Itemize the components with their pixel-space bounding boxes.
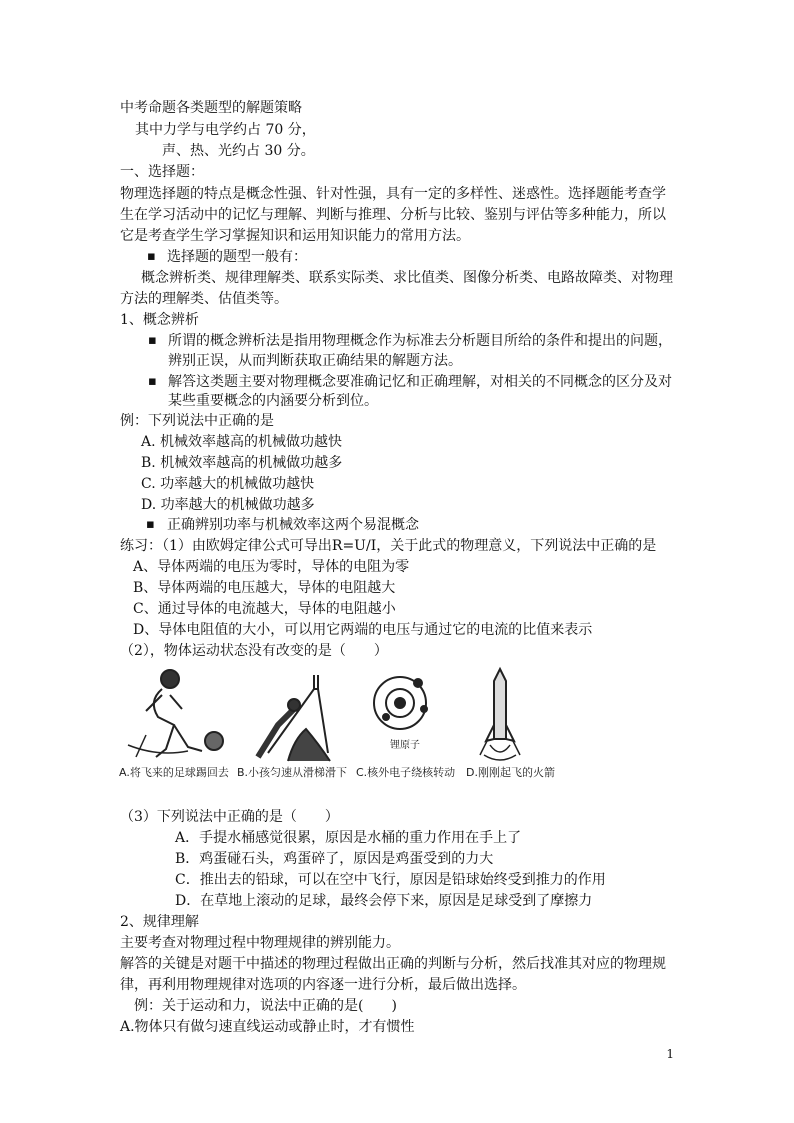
subsection-heading: 1、概念辨析 xyxy=(120,312,199,328)
bullet-text: 辨别正误，从而判断获取正确结果的解题方法。 xyxy=(168,353,462,369)
practice-option: D．在草地上滚动的足球，最终会停下来，原因是足球受到了摩擦力 xyxy=(175,893,593,909)
figure-caption-c: C.核外电子绕核转动 xyxy=(356,766,456,779)
bullet-text: 某些重要概念的内涵要分析到位。 xyxy=(168,393,378,409)
bullet-text: 选择题的题型一般有： xyxy=(167,249,307,265)
doc-title: 中考命题各类题型的解题策略 xyxy=(120,100,302,116)
bullet-text: 解答这类题主要对物理概念要准确记忆和正确理解，对相关的不同概念的区分及对 xyxy=(168,374,672,390)
example-stem: 例：关于运动和力，说法中正确的是( ) xyxy=(134,998,397,1014)
kick-ball-illustration xyxy=(128,670,223,757)
bullet-text: 所谓的概念辨析法是指用物理概念作为标准去分析题目所给的条件和提出的问题， xyxy=(168,333,672,349)
intro-line: 其中力学与电学约占 70 分， xyxy=(135,122,316,138)
intro-line: 声、热、光约占 30 分。 xyxy=(162,143,315,159)
atom-label: 锂原子 xyxy=(390,740,420,751)
practice-option: A、导体两端的电压为零时，导体的电阻为零 xyxy=(133,559,410,575)
bullet-icon: ▪ xyxy=(148,333,157,348)
paragraph-line: 方法的理解类、估值类等。 xyxy=(120,291,288,307)
practice-stem: （3）下列说法中正确的是（ ） xyxy=(120,809,339,825)
bullet-icon: ▪ xyxy=(148,374,157,389)
bullet-text: 正确辨别功率与机械效率这两个易混概念 xyxy=(167,517,419,533)
example-option: C. 功率越大的机械做功越快 xyxy=(141,476,315,492)
page-number: 1 xyxy=(666,1047,674,1061)
rocket-illustration xyxy=(480,669,520,760)
practice-stem: （2），物体运动状态没有改变的是（ ） xyxy=(120,643,388,659)
figure-illustrations xyxy=(118,665,558,781)
practice-option: B．鸡蛋碰石头，鸡蛋碎了，原因是鸡蛋受到的力大 xyxy=(175,851,494,867)
bullet-icon: ▪ xyxy=(147,249,156,264)
paragraph-line: 律，再利用物理规律对选项的内容逐一进行分析，最后做出选择。 xyxy=(120,977,526,993)
practice-option: B、导体两端的电压越大，导体的电阻越大 xyxy=(133,580,396,596)
practice-option: D、导体电阻值的大小，可以用它两端的电压与通过它的电流的比值来表示 xyxy=(133,622,593,638)
figure-caption-d: D.刚刚起飞的火箭 xyxy=(466,766,555,779)
practice-stem: 练习：（1）由欧姆定律公式可导出R=U/I，关于此式的物理意义，下列说法中正确的是 xyxy=(120,538,657,554)
paragraph-line: 主要考查对物理过程中物理规律的辨别能力。 xyxy=(120,935,400,951)
figure-caption-a: A.将飞来的足球踢回去 xyxy=(119,766,229,779)
practice-option: C．推出去的铅球，可以在空中飞行，原因是铅球始终受到推力的作用 xyxy=(175,872,606,888)
paragraph-line: 物理选择题的特点是概念性强、针对性强，具有一定的多样性、迷惑性。选择题能考查学 xyxy=(120,186,666,202)
figure-caption-b: B.小孩匀速从滑梯滑下 xyxy=(237,766,348,779)
figure-strip xyxy=(118,665,558,781)
example-option: A.物体只有做匀速直线运动或静止时，才有惯性 xyxy=(120,1019,415,1035)
atom-illustration xyxy=(374,677,427,729)
practice-option: A．手提水桶感觉很累，原因是水桶的重力作用在手上了 xyxy=(175,830,522,846)
subsection-heading: 2、规律理解 xyxy=(120,914,199,930)
section-heading: 一、选择题： xyxy=(120,164,204,180)
bullet-icon: ▪ xyxy=(146,517,155,532)
example-option: D. 功率越大的机械做功越多 xyxy=(141,497,315,513)
example-stem: 例：下列说法中正确的是 xyxy=(120,413,274,429)
slide-illustration xyxy=(258,675,330,761)
example-option: B. 机械效率越高的机械做功越多 xyxy=(141,455,343,471)
paragraph-line: 概念辨析类、规律理解类、联系实际类、求比值类、图像分析类、电路故障类、对物理 xyxy=(141,270,673,286)
paragraph-line: 它是考查学生学习掌握知识和运用知识能力的常用方法。 xyxy=(120,228,470,244)
paragraph-line: 解答的关键是对题干中描述的物理过程做出正确的判断与分析，然后找准其对应的物理规 xyxy=(120,956,666,972)
practice-option: C、通过导体的电流越大，导体的电阻越小 xyxy=(133,601,396,617)
paragraph-line: 生在学习活动中的记忆与理解、判断与推理、分析与比较、鉴别与评估等多种能力，所以 xyxy=(120,207,666,223)
example-option: A. 机械效率越高的机械做功越快 xyxy=(141,434,343,450)
